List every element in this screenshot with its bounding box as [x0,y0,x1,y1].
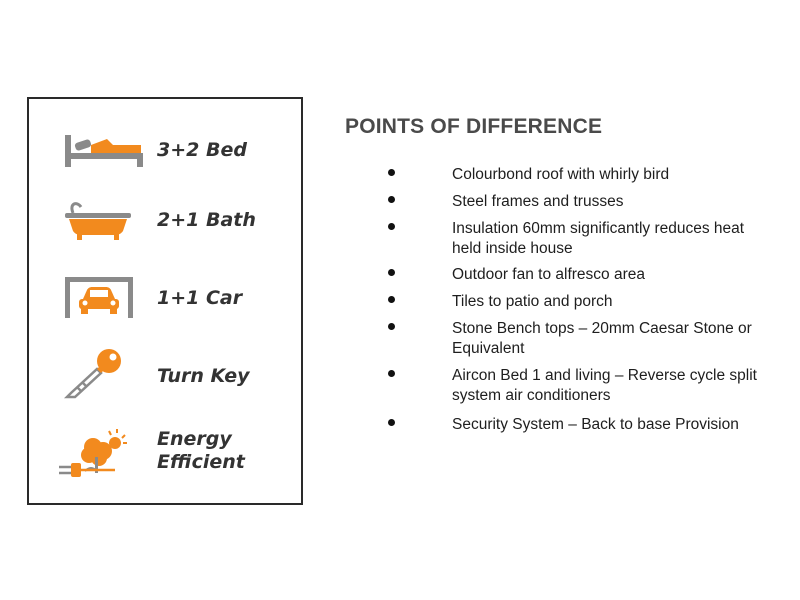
feature-label-energy-line2: Efficient [157,451,245,473]
feature-bath [29,197,301,242]
list-item-text: Colourbond roof with whirly bird [452,166,670,183]
bullet-icon [388,196,395,203]
energy-plug-tree-icon [55,427,131,479]
bathtub-icon [63,199,135,241]
feature-bed [29,127,301,172]
bullet-icon [388,370,395,377]
bullet-icon [388,296,395,303]
feature-key [29,347,301,399]
list-item-text-cont: Equivalent [452,340,525,357]
list-item-text: Steel frames and trusses [452,193,624,210]
list-item-text-cont: held inside house [452,240,573,257]
features-panel [27,97,303,505]
points-title: POINTS OF DIFFERENCE [345,115,603,138]
feature-label-key: Turn Key [157,365,250,387]
feature-label-energy-line1: Energy [157,428,232,450]
list-item-text: Aircon Bed 1 and living – Reverse cycle split [452,367,757,384]
feature-car [29,273,301,321]
bullet-icon [388,419,395,426]
list-item-text: Stone Bench tops – 20mm Caesar Stone or [452,320,752,337]
bullet-icon [388,269,395,276]
list-item-text-cont: system air conditioners [452,387,611,404]
list-item-text: Tiles to patio and porch [452,293,613,310]
feature-label-car: 1+1 Car [157,287,243,309]
bed-icon [63,129,147,169]
bullet-icon [388,223,395,230]
bullet-icon [388,323,395,330]
list-item-text: Insulation 60mm significantly reduces heat [452,220,745,237]
car-garage-icon [63,275,135,319]
list-item-text: Outdoor fan to alfresco area [452,266,646,283]
feature-label-bath: 2+1 Bath [157,209,256,231]
bullet-icon [388,169,395,176]
feature-label-bed: 3+2 Bed [157,139,247,161]
list-item-text: Security System – Back to base Provision [452,416,739,433]
feature-energy [29,425,301,481]
key-icon [63,347,135,401]
